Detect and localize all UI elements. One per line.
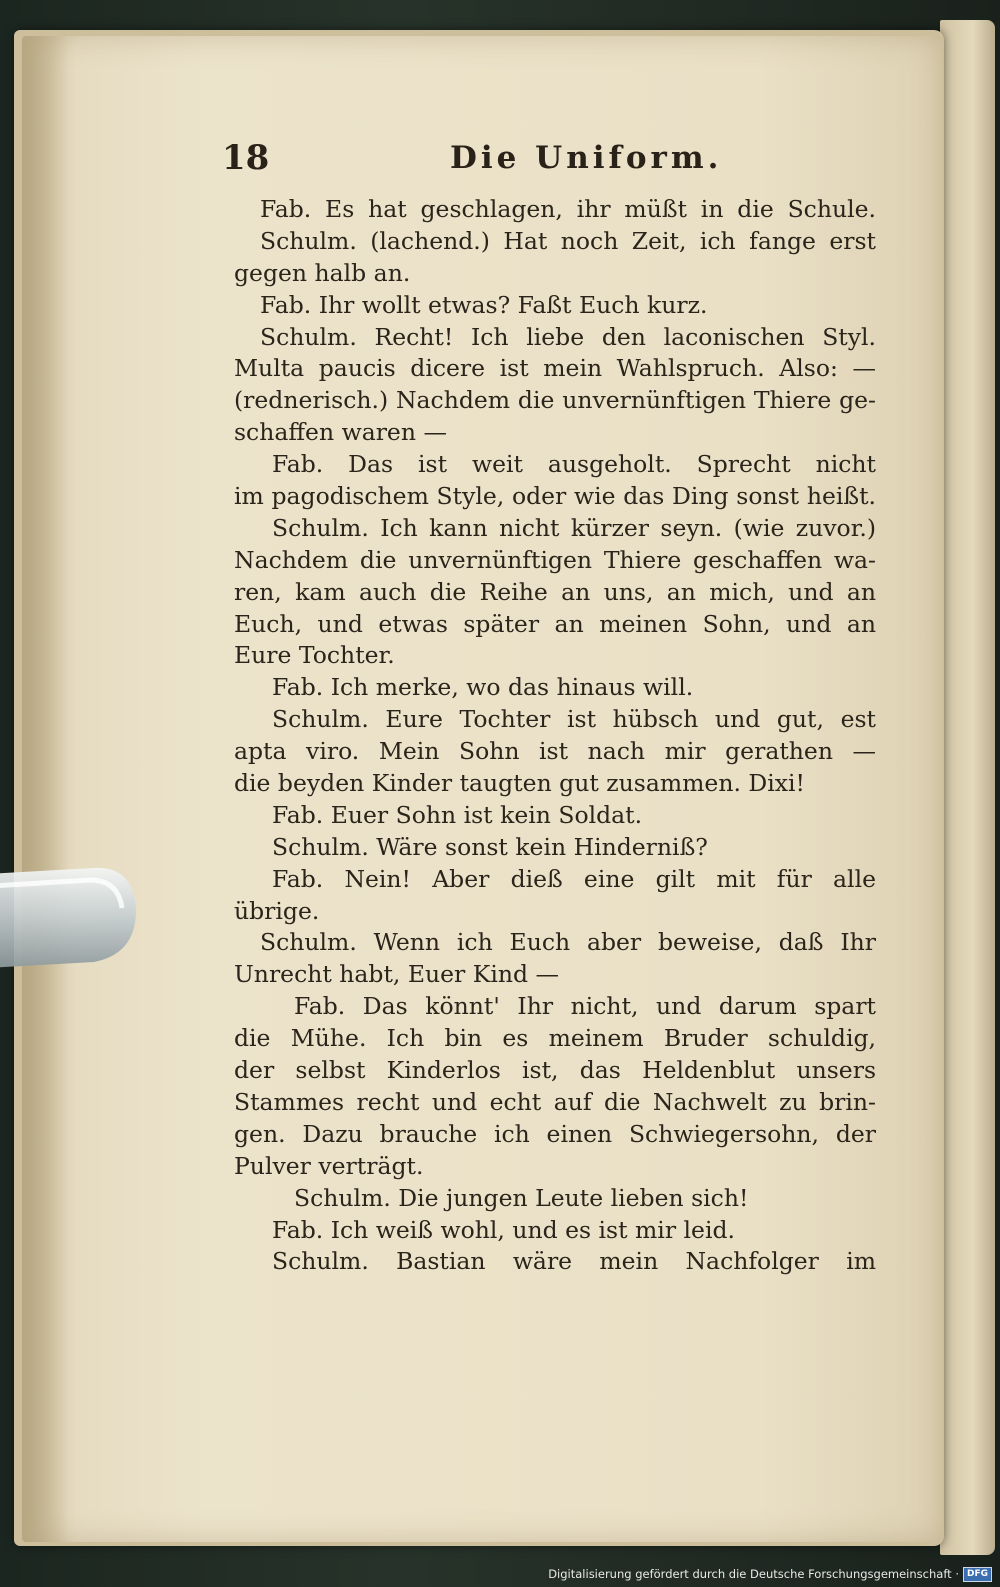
text-line: Schulm. Recht! Ich liebe den laconischen Styl.	[260, 322, 876, 351]
text-line: gegen halb an.	[234, 258, 411, 287]
text-line: Schulm. Wäre sonst kein Hinderniß?	[272, 832, 708, 861]
text-line: im pagodischem Style, oder wie das Ding sonst heißt.	[234, 482, 876, 511]
text-line: Euch, und etwas später an meinen Sohn, und an	[234, 609, 876, 638]
text-line: schaffen waren —	[234, 418, 447, 447]
page-number: 18	[222, 138, 270, 178]
text-line: Schulm. Ich kann nicht kürzer seyn. (wie zuvor.)	[272, 513, 876, 542]
text-line: Schulm. Die jungen Leute lieben sich!	[294, 1183, 749, 1212]
next-page-edge	[940, 20, 995, 1555]
text-line: Multa paucis dicere ist mein Wahlspruch. Also: —	[234, 354, 876, 383]
text-line: Fab. Ich merke, wo das hinaus will.	[272, 673, 694, 702]
text-line: ren, kam auch die Reihe an uns, an mich, und an	[234, 577, 876, 606]
text-line: übrige.	[234, 896, 320, 925]
text-line: Fab. Es hat geschlagen, ihr müßt in die Schule.	[260, 195, 876, 223]
text-line: Fab. Ich weiß wohl, und es ist mir leid.	[272, 1215, 735, 1244]
credit-text: Digitalisierung gefördert durch die Deutsche Forschungsgemeinschaft ·	[548, 1567, 959, 1581]
running-title: Die Uniform.	[450, 140, 723, 176]
text-line: gen. Dazu brauche ich einen Schwiegersohn, der	[234, 1119, 876, 1148]
text-line: Nachdem die unvernünftigen Thiere geschaffen wa-	[234, 545, 876, 574]
text-line: Stammes recht und echt auf die Nachwelt zu brin-	[234, 1087, 876, 1116]
text-line: Schulm. Bastian wäre mein Nachfolger im	[272, 1247, 876, 1276]
text-line: Eure Tochter.	[234, 641, 395, 670]
text-line: Schulm. Eure Tochter ist hübsch und gut, est	[272, 705, 876, 734]
digitization-credit	[548, 1565, 992, 1583]
glass-page-weight-icon	[0, 862, 138, 970]
text-line: der selbst Kinderlos ist, das Heldenblut unsers	[234, 1056, 876, 1085]
text-line: Pulver verträgt.	[234, 1151, 424, 1180]
page-header	[222, 138, 882, 184]
text-line: Fab. Das könnt' Ihr nicht, und darum spart	[294, 992, 876, 1021]
text-line: Fab. Nein! Aber dieß eine gilt mit für alle	[272, 864, 876, 893]
text-line: apta viro. Mein Sohn ist nach mir gerathen —	[234, 737, 876, 766]
text-line: (rednerisch.) Nachdem die unvernünftigen Thiere ge-	[234, 386, 876, 415]
page-text	[234, 194, 876, 1278]
text-line: Fab. Euer Sohn ist kein Soldat.	[272, 800, 643, 829]
text-line: Schulm. Wenn ich Euch aber beweise, daß Ihr	[260, 928, 876, 957]
dfg-logo: DFG	[963, 1567, 992, 1582]
text-line: Fab. Ihr wollt etwas? Faßt Euch kurz.	[260, 290, 708, 319]
text-line: Fab. Das ist weit ausgeholt. Sprecht nicht	[272, 450, 876, 479]
text-line: die beyden Kinder taugten gut zusammen. Dixi!	[234, 769, 805, 798]
text-line: Unrecht habt, Euer Kind —	[234, 960, 559, 989]
text-line: die Mühe. Ich bin es meinem Bruder schuldig,	[234, 1024, 876, 1053]
text-line: Schulm. (lachend.) Hat noch Zeit, ich fange erst	[260, 226, 876, 255]
page-gutter-shadow	[22, 36, 68, 1542]
